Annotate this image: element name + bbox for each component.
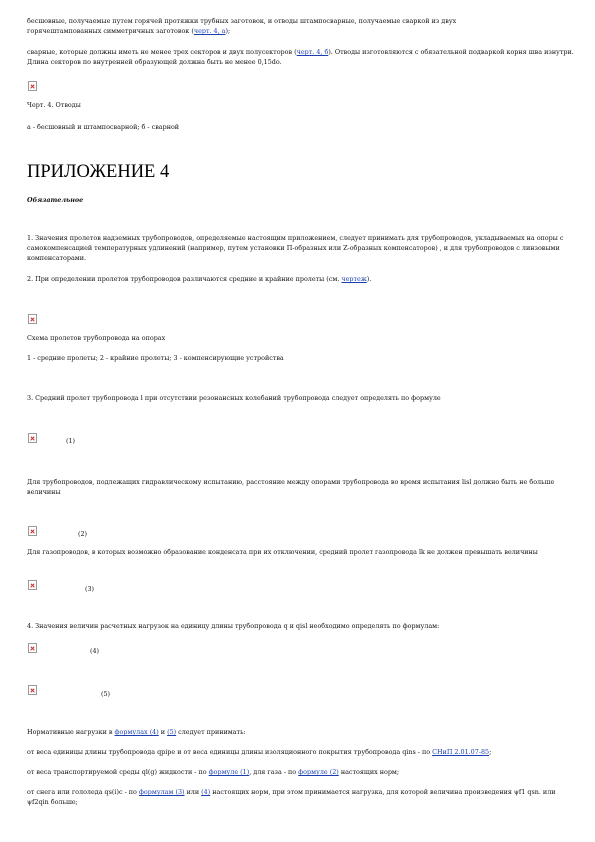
text-line xyxy=(27,16,575,36)
text-fragment: 2. При определении пролетов трубопроводов различаются средние и крайние пролеты (см. xyxy=(27,275,342,283)
link-formula-1[interactable]: формуле (1) xyxy=(208,768,250,776)
text-fragment: Нормативные нагрузки в xyxy=(27,728,115,736)
equation-number: (1) xyxy=(66,437,76,445)
broken-image-icon xyxy=(28,580,37,590)
text-fragment: от веса единицы длины трубопровода qpipe и от веса единицы длины изоляционного покрытия трубопровода qins - по xyxy=(27,748,433,756)
text-fragment: настоящих норм, при этом принимается нагрузка, для которой величина произведения ψf1 qsn. или ψf2qin больше; xyxy=(27,788,556,806)
figure-legend: а - бесшовный и штампосварной; б - сварной xyxy=(27,123,180,131)
text-fragment: следует принимать: xyxy=(176,728,246,736)
text-fragment: сварные, которые должны иметь не менее трех секторов и двух полусекторов ( xyxy=(27,48,297,56)
text-fragment: горячештампованных симметричных заготовок ( xyxy=(27,27,194,35)
link-formula-2[interactable]: формуле (2) xyxy=(298,768,339,776)
paragraph-10 xyxy=(27,787,575,807)
text-fragment: ); xyxy=(225,27,231,35)
link-formula-4b[interactable]: (4) xyxy=(201,788,211,796)
drawing-caption: Схема пролетов трубопровода на опорах xyxy=(27,334,166,342)
equation-number: (4) xyxy=(90,647,100,655)
link-snip[interactable]: СНиП 2.01.07-85 xyxy=(432,748,490,756)
paragraph-1: 1. Значения пролетов надземных трубопроводов, определяемые настоящим приложением, следует принимать для трубопроводов, укладываемых на опоры с самокомпенсацией температурных удлинений (например, путем установки П-образных или Z-образных компенсаторов) , и для трубопроводов с линзовыми компенсаторами. xyxy=(27,234,564,262)
appendix-title: ПРИЛОЖЕНИЕ 4 xyxy=(27,162,170,182)
text-fragment: бесшовные, получаемые путем горячей протяжки трубных заготовок, и отводы штампосварные, получаемые сваркой из двух xyxy=(27,17,457,25)
link-formula-4[interactable]: формулах (4) xyxy=(114,728,159,736)
broken-image-icon xyxy=(28,433,37,443)
paragraph-6: 4. Значения величин расчетных нагрузок на единицу длины трубопровода q и qisl необходимо определять по формулам: xyxy=(27,622,440,630)
paragraph-3: 3. Средний пролет трубопровода l при отсутствии резонансных колебаний трубопровода следует определять по формуле xyxy=(27,394,441,402)
link-chart-4a[interactable]: черт. 4, а xyxy=(193,27,226,35)
text-paragraph xyxy=(27,47,575,67)
paragraph-4: Для трубопроводов, подлежащих гидравлическому испытанию, расстояние между опорами трубопровода во время испытания lisl должно быть не больше величины xyxy=(27,478,555,496)
text-fragment: и xyxy=(158,728,168,736)
broken-image-icon xyxy=(28,643,37,653)
broken-image-icon xyxy=(28,81,37,91)
link-chart-4b[interactable]: черт. 4, б xyxy=(296,48,329,56)
paragraph-7 xyxy=(27,727,575,737)
text-fragment: настоящих норм; xyxy=(338,768,400,776)
link-drawing[interactable]: чертеж xyxy=(341,275,367,283)
appendix-status: Обязательное xyxy=(27,196,84,204)
paragraph-2 xyxy=(27,274,575,284)
paragraph-8 xyxy=(27,747,575,757)
equation-number: (5) xyxy=(101,690,111,698)
text-fragment: ). xyxy=(366,275,372,283)
text-fragment: от веса транспортируемой среды ql(g) жидкости - по xyxy=(27,768,209,776)
broken-image-icon xyxy=(28,526,37,536)
figure-caption: Черт. 4. Отводы xyxy=(27,101,81,109)
text-fragment: ). Отводы изготовляются с обязательной подваркой корня шва изнутри. Длина секторов по внутренней образующей должна быть не менее 0,15do. xyxy=(27,48,574,66)
text-fragment: от снега или гололеда qs(i)c - по xyxy=(27,788,139,796)
broken-image-icon xyxy=(28,685,37,695)
text-fragment: , для газа - по xyxy=(249,768,299,776)
equation-number: (2) xyxy=(78,530,88,538)
broken-image-icon xyxy=(28,314,37,324)
link-formula-3[interactable]: формулам (3) xyxy=(138,788,185,796)
text-fragment: ; xyxy=(489,748,492,756)
paragraph-5: Для газопроводов, в которых возможно образование конденсата при их отключении, средний пролет газопровода lk не должен превышать величины xyxy=(27,548,538,556)
paragraph-9 xyxy=(27,767,575,777)
link-formula-5[interactable]: (5) xyxy=(167,728,177,736)
drawing-legend: 1 - средние пролеты; 2 - крайние пролеты; 3 - компенсирующие устройства xyxy=(27,354,284,362)
text-fragment: или xyxy=(184,788,202,796)
equation-number: (3) xyxy=(85,585,95,593)
